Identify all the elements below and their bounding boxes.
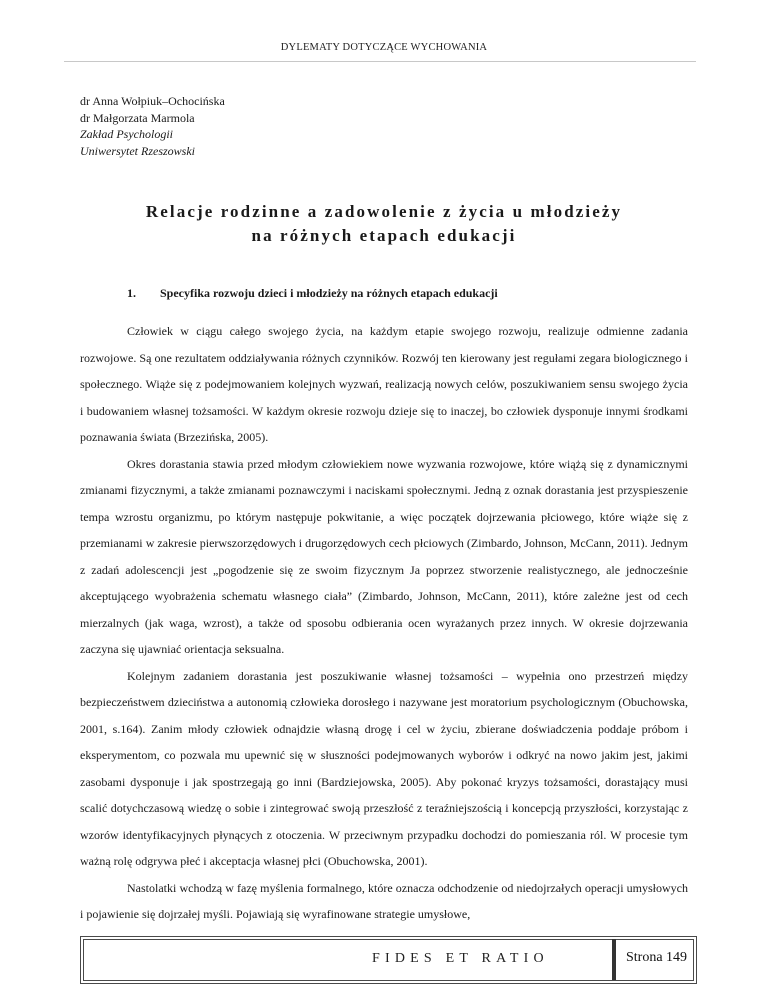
section-heading <box>127 286 498 301</box>
university-name: Uniwersytet Rzeszowski <box>80 143 195 158</box>
author-name-1: dr Anna Wołpiuk–Ochocińska <box>80 94 225 108</box>
article-body <box>80 318 688 928</box>
paragraph: Nastolatki wchodzą w fazę myślenia formalnego, które oznacza odchodzenie od niedojrzałych operacji umysłowych i pojawienie się dojrzałej myśli. Pojawiają się wyrafinowane strategie umysłowe, <box>80 880 688 921</box>
header-divider <box>64 61 696 62</box>
journal-name: FIDES ET RATIO <box>372 951 549 966</box>
article-title <box>0 200 768 248</box>
title-line-1: Relacje rodzinne a zadowolenie z życia u młodzieży <box>145 202 623 221</box>
section-number: 1. <box>127 286 136 300</box>
section-title: Specyfika rozwoju dzieci i młodzieży na różnych etapach edukacji <box>160 286 498 300</box>
paragraph: Kolejnym zadaniem dorastania jest poszukiwanie własnej tożsamości – wypełnia ono przestrzeń między bezpieczeństwem dzieciństwa a autonomią człowieka dorosłego i nazywane jest moratorium psychologicznym (Obuchowska, 2001, s.164). Zanim młody człowiek odnajdzie własną drogę i cel w życiu, zbierane doświadczenia poddaje próbom i eksperymentom, co pozwala mu upewnić się w słuszności podejmowanych wyborów i odkryć na nowo jakim jest, jakimi zasobami dysponuje i jak spostrzegają go inni (Bardziejowska, 2005). Aby pokonać kryzys tożsamości, dorastający musi scalić dotychczasową wiedzę o sobie i zintegrować swoją przeszłość z teraźniejszością i koncepcją przyszłości, korzystając z wzorów identyfikacyjnych płynących z otoczenia. W przeciwnym przypadku dochodzi do pomieszania ról. W procesie tym ważną rolę odgrywa płeć i akceptacja własnej płci (Obuchowska, 2001). <box>80 668 688 868</box>
footer-separator <box>612 939 616 980</box>
author-block <box>80 93 225 159</box>
author-name-2: dr Małgorzata Marmola <box>80 110 195 125</box>
paragraph: Okres dorastania stawia przed młodym człowiekiem nowe wyzwania rozwojowe, które wiążą się z dynamicznymi zmianami fizycznymi, a także zmianami poznawczymi i naciskami społecznymi. Jedną z oznak dorastania jest przyspieszenie tempa wzrostu organizmu, po którym następuje pokwitanie, a więc początek dojrzewania płciowego, które wiąże się z przemianami w zakresie pierwszorzędowych i drugorzędowych cech płciowych (Zimbardo, Johnson, McCann, 2011). Jednym z zadań adolescencji jest „pogodzenie się ze swoim fizycznym Ja poprzez stworzenie realistycznego, ale jednocześnie akceptującego wyobrażenia schematu własnego ciała” (Zimbardo, Johnson, McCann, 2011), które zależne jest od cech mierzalnych (jak waga, wzrost), a także od sposobu odbierania ocen wyrażanych przez innych. W okresie dojrzewania zaczyna się ujawniać orientacja seksualna. <box>80 456 688 656</box>
paragraph: Człowiek w ciągu całego swojego życia, na każdym etapie swojego rozwoju, realizuje odmienne zadania rozwojowe. Są one rezultatem oddziaływania różnych czynników. Rozwój ten kierowany jest regułami zegara biologicznego i społecznego. Wiąże się z podejmowaniem kolejnych wyzwań, realizacją nowych celów, poszukiwaniem sensu swojego życia i budowaniem własnej tożsamości. W każdym okresie rozwoju dzieje się to inaczej, bo człowiek dysponuje innymi środkami poznawania świata (Brzezińska, 2005). <box>80 324 688 444</box>
page-number: Strona 149 <box>626 950 688 965</box>
title-line-2: na różnych etapach edukacji <box>251 226 517 245</box>
department-name: Zakład Psychologii <box>80 127 173 141</box>
running-header: DYLEMATY DOTYCZĄCE WYCHOWANIA <box>280 42 488 53</box>
